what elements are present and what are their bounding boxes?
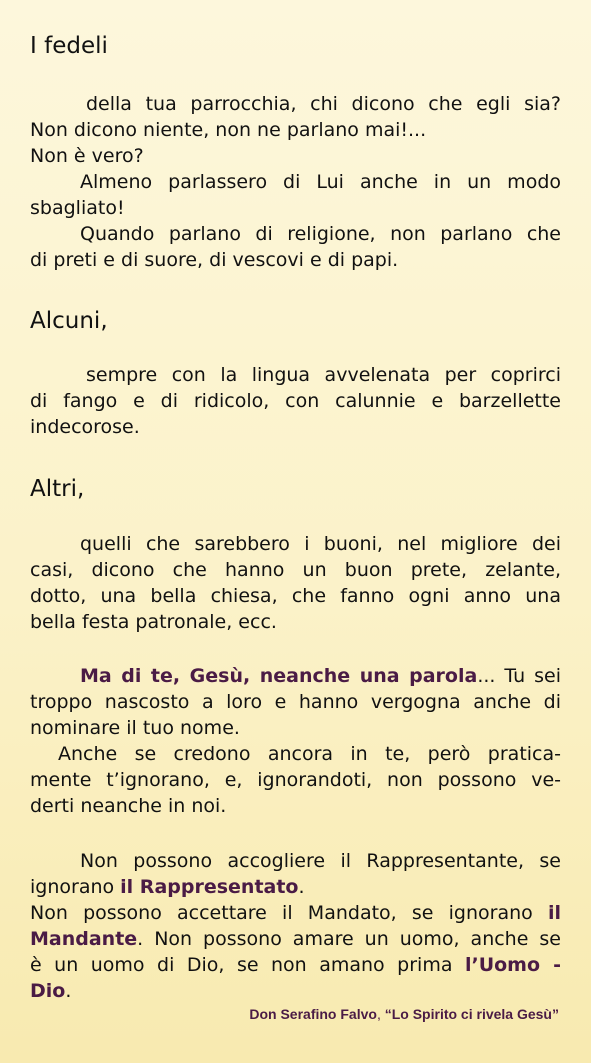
text-line: sempre con la lingua avvelenata per coprirci <box>86 364 561 386</box>
heading-alcuni: Alcuni, <box>30 308 108 334</box>
text-line: casi, dicono che hanno un buon prete, zelante, <box>30 559 561 581</box>
signature-work: “Lo Spirito ci rivela Gesù” <box>384 1006 559 1022</box>
text-line: di preti e di suore, di vescovi e di papi. <box>30 249 399 271</box>
text-line: Ma di te, Gesù, neanche una parola... Tu sei <box>80 665 561 687</box>
paragraph-altri <box>30 531 561 635</box>
heading-altri: Altri, <box>30 476 85 502</box>
text-line: nominare il tuo nome. <box>30 717 240 739</box>
text-line: dotto, una bella chiesa, che fanno ogni anno una <box>30 585 561 607</box>
paragraph-rappresentante <box>30 848 561 1004</box>
text-line: indecorose. <box>30 416 140 438</box>
paragraph-gesu <box>30 663 561 819</box>
text-line: troppo nascosto a loro e hanno vergogna anche di <box>30 691 561 713</box>
text-line: sbagliato! <box>30 197 125 219</box>
signature <box>249 1006 559 1022</box>
text-line: quelli che sarebbero i buoni, nel migliore dei <box>80 533 561 555</box>
paragraph-fedeli <box>30 91 561 273</box>
text-line: Non dicono niente, non ne parlano mai!... <box>30 119 427 141</box>
text-line: Dio. <box>30 980 72 1002</box>
text-line: Non possono accettare il Mandato, se ignorano il <box>30 902 561 924</box>
paragraph-alcuni <box>30 362 561 440</box>
text-line: derti neanche in noi. <box>30 795 227 817</box>
text-line: della tua parrocchia, chi dicono che egli sia? <box>86 93 561 115</box>
text-line: ignorano il Rappresentato. <box>30 876 305 898</box>
heading-fedeli: I fedeli <box>30 33 108 59</box>
text-line: di fango e di ridicolo, con calunnie e barzellette <box>30 390 561 412</box>
text-line: Mandante. Non possono amare un uomo, anche se <box>30 928 561 950</box>
text-line: mente t’ignorano, e, ignorandoti, non possono ve- <box>30 769 561 791</box>
text-line: Almeno parlassero di Lui anche in un modo <box>80 171 561 193</box>
signature-author: Don Serafino Falvo <box>249 1006 377 1022</box>
text-line: Anche se credono ancora in te, però pratica- <box>58 743 561 765</box>
text-line: bella festa patronale, ecc. <box>30 611 277 633</box>
text-line: Quando parlano di religione, non parlano che <box>80 223 561 245</box>
text-line: Non possono accogliere il Rappresentante, se <box>80 850 561 872</box>
text-line: Non è vero? <box>30 145 144 167</box>
text-line: è un uomo di Dio, se non amano prima l’Uomo - <box>30 954 561 976</box>
signature-separator: , <box>376 1006 385 1022</box>
